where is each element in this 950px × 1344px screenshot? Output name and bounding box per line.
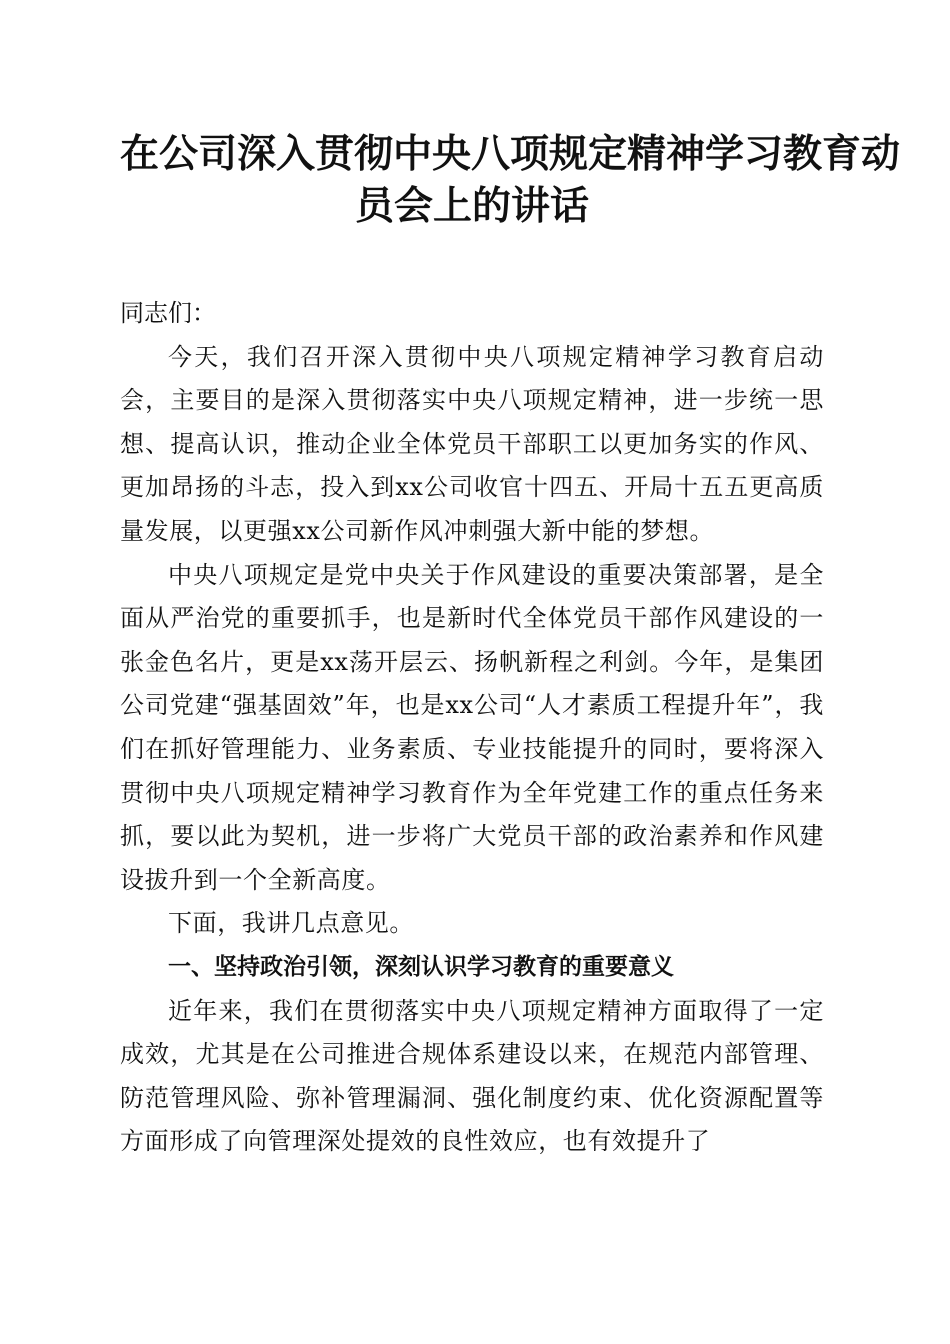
- salutation: 同志们：: [120, 299, 216, 327]
- section-heading-1: 一、坚持政治引领，深刻认识学习教育的重要意义: [168, 953, 674, 980]
- paragraph-section-1: 近年来，我们在贯彻落实中央八项规定精神方面取得了一定成效，尤其是在公司推进合规体系建设以来，在规范内部管理、防范管理风险、弥补管理漏洞、强化制度约束、优化资源配置等方面形成了向管理深处提效的良性效应，也有效提升了: [120, 996, 824, 1156]
- document-page: [120, 128, 901, 1164]
- paragraph-eight-regulations: 中央八项规定是党中央关于作风建设的重要决策部署，是全面从严治党的重要抓手，也是新时代全体党员干部作风建设的一张金色名片，更是xx荡开层云、扬帆新程之利剑。今年，是集团公司党建“强基固效”年，也是xx公司“人才素质工程提升年”，我们在抓好管理能力、业务素质、专业技能提升的同时，要将深入贯彻中央八项规定精神学习教育作为全年党建工作的重点任务来抓，要以此为契机，进一步将广大党员干部的政治素养和作风建设拔升到一个全新高度。: [120, 560, 824, 894]
- document-title: [120, 128, 901, 232]
- paragraph-transition: 下面，我讲几点意见。: [168, 909, 414, 938]
- document-title-line-1: 在公司深入贯彻中央八项规定精神学习教育动: [120, 131, 901, 177]
- paragraph-opening: 今天，我们召开深入贯彻中央八项规定精神学习教育启动会，主要目的是深入贯彻落实中央八项规定精神，进一步统一思想、提高认识，推动企业全体党员干部职工以更加务实的作风、更加昂扬的斗志，投入到xx公司收官十四五、开局十五五更高质量发展，以更强xx公司新作风冲刺强大新中能的梦想。: [120, 342, 824, 545]
- document-body: [120, 292, 824, 1164]
- document-title-line-2: 员会上的讲话: [354, 183, 589, 229]
